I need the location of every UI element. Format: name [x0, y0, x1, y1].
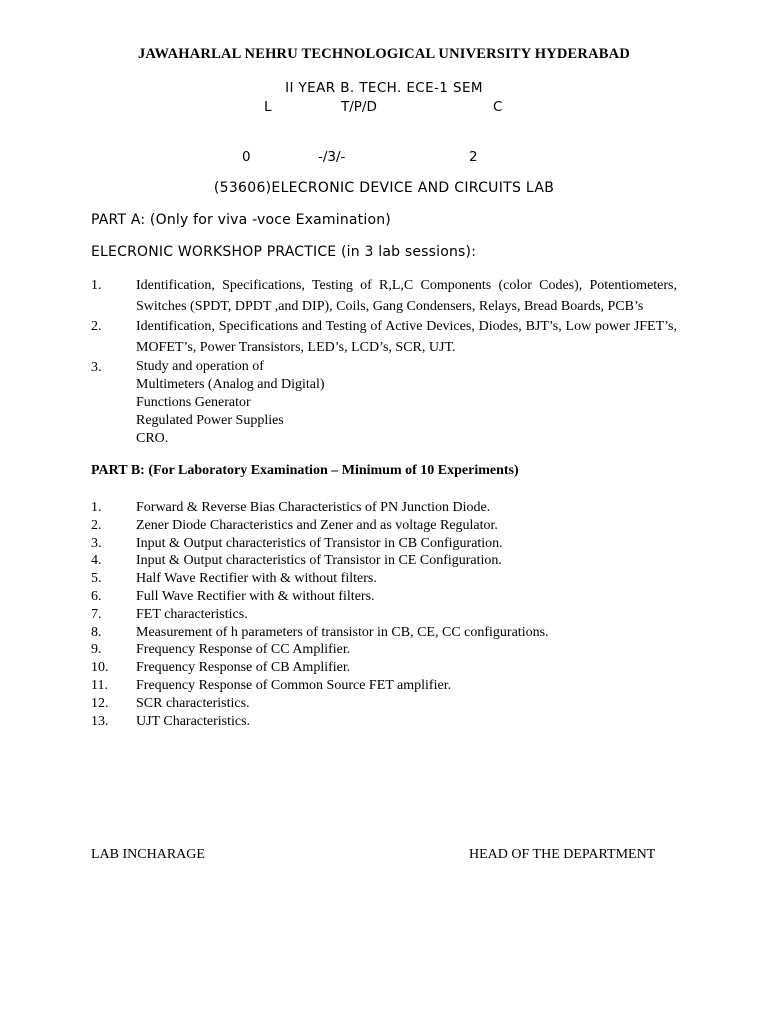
list-number: 7.: [91, 606, 102, 622]
list-item-text: Identification, Specifications and Testing of Active Devices, Diodes, BJT’s, Low power JFET’s, MOFET’s, Power Transistors, LED’s, LCD’s, SCR, UJT.: [136, 319, 677, 355]
list-number: 13.: [91, 713, 109, 729]
list-item: [91, 624, 677, 642]
list-item-text: Frequency Response of CC Amplifier.: [136, 642, 351, 658]
list-item-text: Forward & Reverse Bias Characteristics of PN Junction Diode.: [136, 500, 491, 515]
list-item-text: Full Wave Rectifier with & without filters.: [136, 588, 375, 604]
list-item: [91, 641, 677, 659]
list-item: [91, 535, 677, 553]
list-item-text: Frequency Response of CB Amplifier.: [136, 660, 351, 676]
lab-incharge-signature: LAB INCHARAGE: [91, 847, 205, 862]
list-number: 6.: [91, 588, 102, 604]
list-item: [91, 588, 677, 606]
list-item: [91, 276, 677, 317]
credits-header-tpd: T/P/D: [341, 99, 377, 115]
list-item-text: Frequency Response of Common Source FET amplifier.: [136, 677, 452, 693]
list-item-text: Input & Output characteristics of Transistor in CB Configuration.: [136, 535, 503, 551]
list-number: 8.: [91, 624, 102, 640]
list-item-text: Half Wave Rectifier with & without filters.: [136, 571, 377, 587]
credits-value-tpd: -/3/-: [318, 149, 346, 165]
list-number: 10.: [91, 660, 109, 676]
part-b-heading: PART B: (For Laboratory Examination – Minimum of 10 Experiments): [91, 463, 519, 478]
list-number: 9.: [91, 642, 102, 658]
university-title: JAWAHARLAL NEHRU TECHNOLOGICAL UNIVERSITY HYDERABAD: [137, 46, 630, 62]
list-number: 3.: [91, 360, 102, 375]
list-item-text: FET characteristics.: [136, 606, 248, 622]
list-item: [91, 606, 677, 624]
list-item-subline: CRO.: [136, 431, 169, 446]
list-number: 4.: [91, 553, 102, 569]
list-item-text: SCR characteristics.: [136, 695, 250, 711]
head-of-department-signature: HEAD OF THE DEPARTMENT: [469, 847, 656, 862]
list-number: 2.: [91, 517, 102, 533]
credits-header-l: L: [264, 99, 272, 115]
credits-header-c: C: [493, 99, 503, 115]
list-item: [91, 552, 677, 570]
list-item: [91, 695, 677, 713]
workshop-heading: ELECRONIC WORKSHOP PRACTICE (in 3 lab sessions):: [91, 244, 477, 260]
list-item: [91, 713, 677, 731]
list-number: 1.: [91, 500, 102, 515]
list-item-text: Input & Output characteristics of Transistor in CE Configuration.: [136, 553, 502, 569]
credits-value-c: 2: [469, 149, 478, 165]
year-semester: II YEAR B. TECH. ECE-1 SEM: [285, 80, 483, 96]
list-item-text: Zener Diode Characteristics and Zener and as voltage Regulator.: [136, 517, 498, 533]
list-item: [91, 659, 677, 677]
part-b-list: [91, 499, 677, 730]
list-number: 3.: [91, 535, 102, 551]
list-item-subline: Multimeters (Analog and Digital): [136, 377, 325, 392]
list-number: 12.: [91, 695, 109, 711]
list-item: [91, 517, 677, 535]
list-item-text: Study and operation of: [136, 359, 264, 374]
course-title: (53606)ELECRONIC DEVICE AND CIRCUITS LAB: [213, 180, 555, 196]
list-number: 1.: [91, 278, 102, 293]
list-item-subline: Regulated Power Supplies: [136, 413, 284, 428]
list-item-text: Identification, Specifications, Testing of R,L,C Components (color Codes), Potentiometers, Switches (SPDT, DPDT ,and DIP), Coils, Gang Condensers, Relays, Bread Boards, PCB’s: [136, 278, 677, 314]
list-item-text: Measurement of h parameters of transistor in CB, CE, CC configurations.: [136, 624, 549, 640]
list-number: 5.: [91, 571, 102, 587]
list-item-text: UJT Characteristics.: [136, 713, 251, 729]
list-item: [91, 358, 677, 448]
list-number: 2.: [91, 319, 102, 334]
list-item: [91, 570, 677, 588]
list-item: [91, 499, 677, 517]
list-item: [91, 677, 677, 695]
list-item: [91, 317, 677, 358]
part-a-heading: PART A: (Only for viva -voce Examination): [91, 212, 391, 228]
credits-value-l: 0: [242, 149, 251, 165]
part-a-list: [91, 276, 677, 448]
list-item-subline: Functions Generator: [136, 395, 251, 410]
list-number: 11.: [91, 677, 108, 693]
